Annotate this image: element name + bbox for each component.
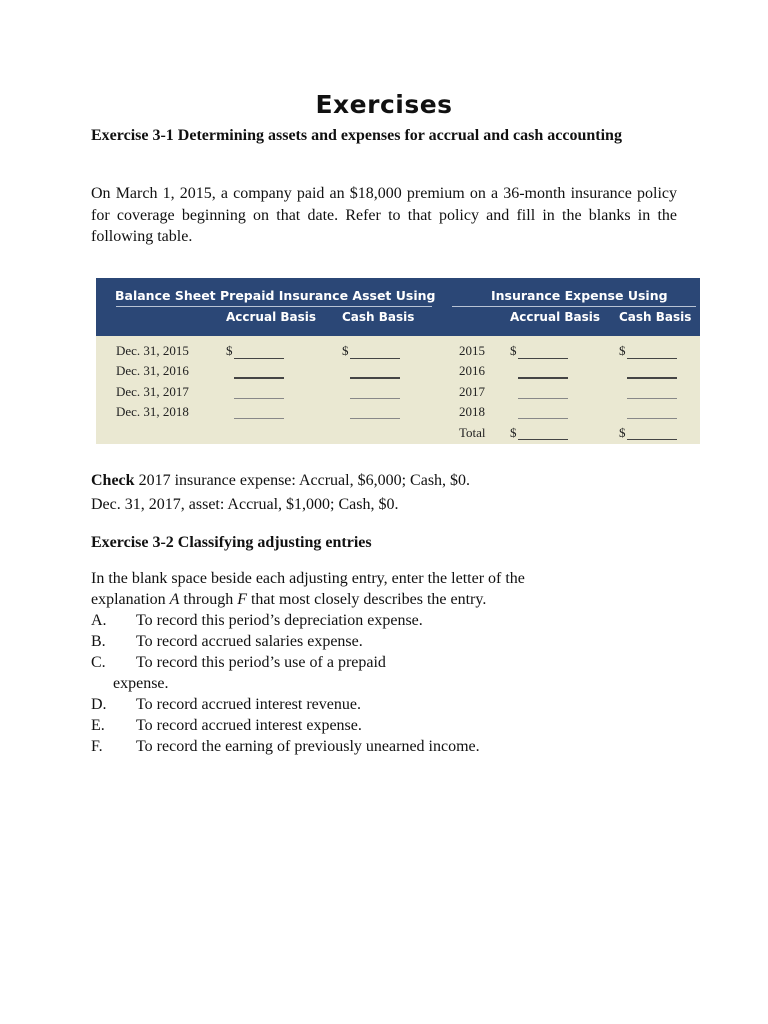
list-letter: F. [91,738,103,755]
intro-text: explanation [91,591,170,608]
check-line-2: Dec. 31, 2017, asset: Accrual, $1,000; Cash, $0. [91,496,399,513]
blank-total-cash[interactable] [627,439,677,440]
col-header-cash-expense: Cash Basis [619,310,692,324]
list-item-c-continuation: expense. [113,675,169,692]
col-header-accrual-asset: Accrual Basis [226,310,317,324]
list-letter: E. [91,717,105,734]
list-item-e [91,717,362,735]
list-letter: B. [91,633,106,650]
list-item-f [91,738,480,756]
col-header-cash-asset: Cash Basis [342,310,415,324]
row-date-2018: Dec. 31, 2018 [116,404,189,419]
row-total-label: Total [459,425,486,440]
check-text-1: 2017 insurance expense: Accrual, $6,000; Cash, $0. [134,472,471,489]
col-header-accrual-expense: Accrual Basis [510,310,601,324]
exercise-3-2-intro-1: In the blank space beside each adjusting entry, enter the letter of the [91,570,525,587]
list-letter: D. [91,696,107,713]
row-year-2018: 2018 [459,404,485,419]
exercise-3-2-intro-2 [91,591,486,609]
list-letter: A. [91,612,107,629]
blank-asset-accrual-2018[interactable] [234,418,284,419]
blank-expense-cash-2015[interactable] [627,358,677,359]
list-letter: C. [91,654,106,671]
intro-text: that most closely describes the entry. [246,591,487,608]
list-item-c [91,654,386,672]
blank-asset-cash-2016[interactable] [350,377,400,379]
list-text: To record the earning of previously unearned income. [136,738,480,755]
row-year-2016: 2016 [459,363,485,378]
intro-text: through [179,591,238,608]
row-date-2016: Dec. 31, 2016 [116,363,189,378]
row-date-2015: Dec. 31, 2015 [116,343,189,358]
dollar-sign: $ [619,425,626,440]
blank-expense-accrual-2015[interactable] [518,358,568,359]
check-label: Check [91,472,135,489]
intro-letter-f: F [237,591,247,608]
group-header-expense: Insurance Expense Using [491,288,668,303]
blank-asset-accrual-2015[interactable] [234,358,284,359]
blank-asset-accrual-2016[interactable] [234,377,284,379]
blank-expense-cash-2017[interactable] [627,398,677,399]
row-year-2015: 2015 [459,343,485,358]
blank-expense-accrual-2016[interactable] [518,377,568,379]
exercise-3-1-body: On March 1, 2015, a company paid an $18,000 premium on a 36-month insurance policy for coverage beginning on that date. Refer to that policy and fill in the blanks in the following table. [91,185,677,245]
dollar-sign: $ [226,343,233,358]
dollar-sign: $ [619,343,626,358]
row-year-2017: 2017 [459,384,485,399]
group-header-asset: Balance Sheet Prepaid Insurance Asset Using [115,288,436,303]
list-text: To record accrued interest revenue. [136,696,361,713]
intro-letter-a: A [169,591,180,608]
list-item-a [91,612,423,630]
check-line-1 [91,472,470,490]
blank-expense-cash-2018[interactable] [627,418,677,419]
blank-expense-accrual-2018[interactable] [518,418,568,419]
dollar-sign: $ [510,425,517,440]
list-text: To record accrued salaries expense. [136,633,363,650]
list-text: To record this period’s use of a prepaid [136,654,386,671]
blank-total-accrual[interactable] [518,439,568,440]
blank-expense-accrual-2017[interactable] [518,398,568,399]
row-date-2017: Dec. 31, 2017 [116,384,189,399]
blank-expense-cash-2016[interactable] [627,377,677,379]
exercise-3-2-heading: Exercise 3-2 Classifying adjusting entries [91,534,372,551]
header-divider-right [452,306,696,307]
blank-asset-cash-2015[interactable] [350,358,400,359]
list-item-d [91,696,361,714]
insurance-table [96,278,700,444]
blank-asset-cash-2018[interactable] [350,418,400,419]
dollar-sign: $ [342,343,349,358]
list-text: To record accrued interest expense. [136,717,362,734]
list-text: To record this period’s depreciation expense. [136,612,423,629]
blank-asset-cash-2017[interactable] [350,398,400,399]
blank-asset-accrual-2017[interactable] [234,398,284,399]
header-divider-left [116,306,432,307]
page-title: Exercises [315,90,453,119]
list-item-b [91,633,363,651]
dollar-sign: $ [510,343,517,358]
exercise-3-1-heading: Exercise 3-1 Determining assets and expenses for accrual and cash accounting [91,127,622,144]
